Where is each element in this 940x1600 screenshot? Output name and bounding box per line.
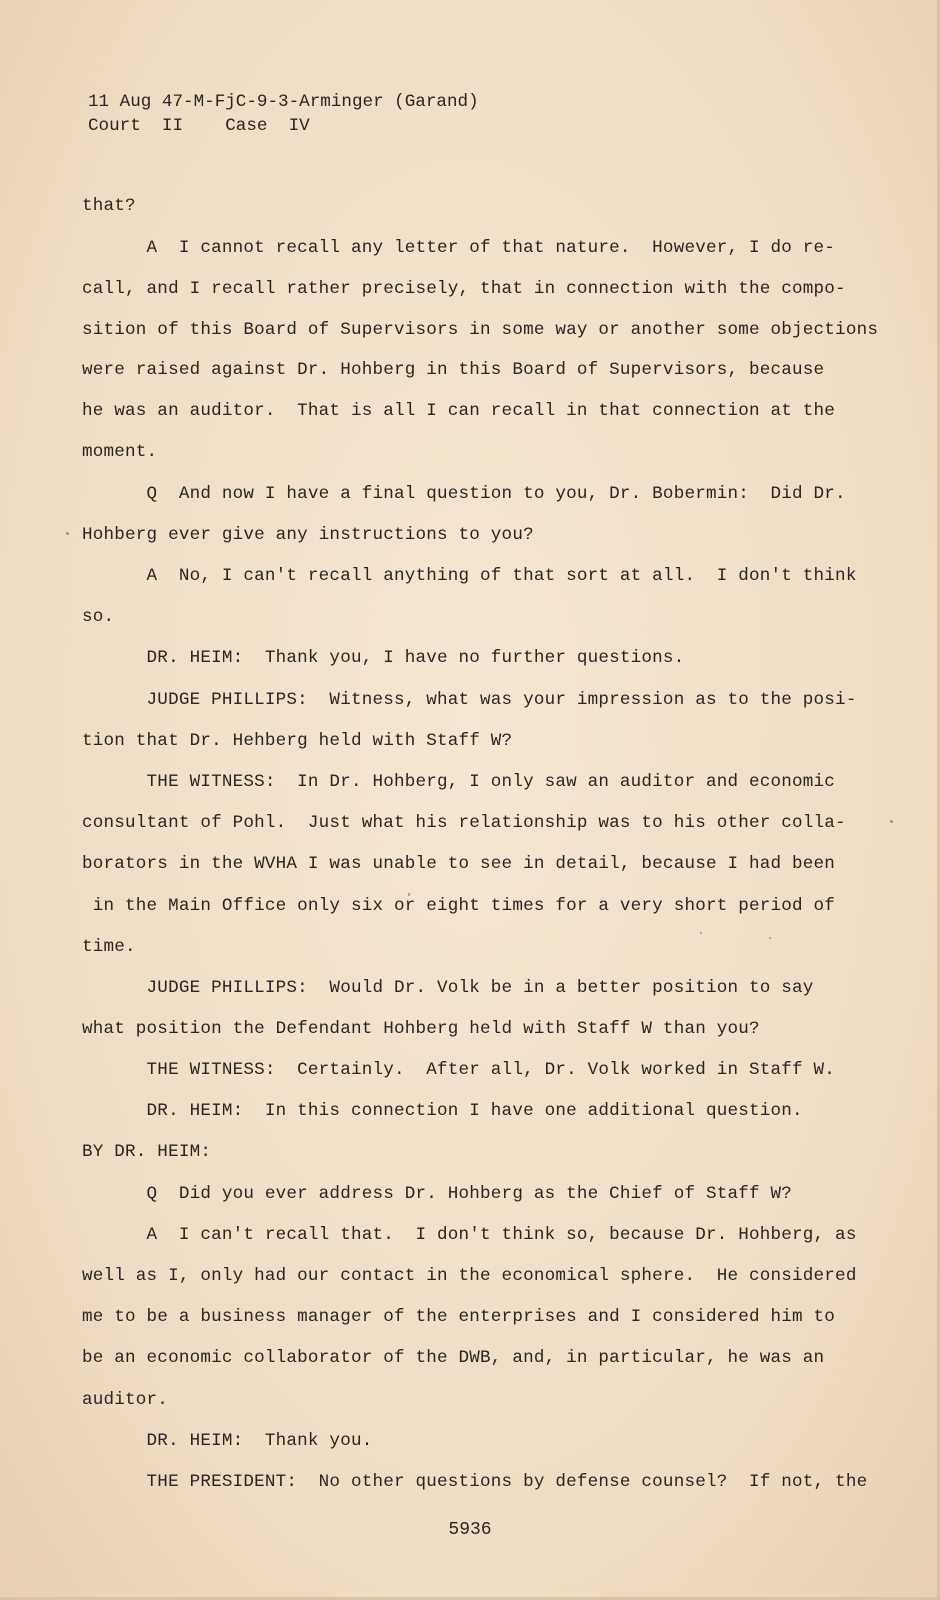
transcript-line: me to be a business manager of the enterprises and I considered him to <box>82 1307 836 1327</box>
transcript-line: A No, I can't recall anything of that sort at all. I don't think <box>82 566 857 586</box>
header-line-1: 11 Aug 47-M-FjC-9-3-Arminger (Garand) <box>88 92 479 112</box>
transcript-line: JUDGE PHILLIPS: Would Dr. Volk be in a better position to say <box>82 978 814 998</box>
transcript-line: Q Did you ever address Dr. Hohberg as the Chief of Staff W? <box>82 1184 793 1204</box>
paper-speck <box>408 893 410 896</box>
transcript-line: well as I, only had our contact in the economical sphere. He considered <box>82 1266 857 1286</box>
transcript-line: in the Main Office only six or eight times for a very short period of <box>82 896 836 916</box>
paper-speck <box>700 932 702 934</box>
paper-speck <box>769 937 771 939</box>
transcript-line: sition of this Board of Supervisors in some way or another some objections <box>82 320 879 340</box>
transcript-line: DR. HEIM: In this connection I have one additional question. <box>82 1101 803 1121</box>
transcript-line: THE WITNESS: In Dr. Hohberg, I only saw an auditor and economic <box>82 772 836 792</box>
paper-speck <box>66 532 69 535</box>
transcript-line: consultant of Pohl. Just what his relationship was to his other colla- <box>82 813 846 833</box>
page-number: 5936 <box>448 1520 492 1540</box>
transcript-line: THE PRESIDENT: No other questions by defense counsel? If not, the <box>82 1472 868 1492</box>
transcript-line: borators in the WVHA I was unable to see in detail, because I had been <box>82 854 836 874</box>
transcript-line: moment. <box>82 442 158 462</box>
transcript-line: tion that Dr. Hehberg held with Staff W? <box>82 731 513 751</box>
transcript-line: JUDGE PHILLIPS: Witness, what was your impression as to the posi- <box>82 690 857 710</box>
transcript-line: Hohberg ever give any instructions to you? <box>82 525 534 545</box>
transcript-line: that? <box>82 196 136 216</box>
transcript-line: A I can't recall that. I don't think so, because Dr. Hohberg, as <box>82 1225 857 1245</box>
transcript-line: BY DR. HEIM: <box>82 1142 212 1162</box>
transcript-line: Q And now I have a final question to you, Dr. Bobermin: Did Dr. <box>82 484 846 504</box>
transcript-line: A I cannot recall any letter of that nature. However, I do re- <box>82 238 836 258</box>
transcript-line: DR. HEIM: Thank you, I have no further questions. <box>82 648 685 668</box>
transcript-line: THE WITNESS: Certainly. After all, Dr. Volk worked in Staff W. <box>82 1060 836 1080</box>
transcript-line: he was an auditor. That is all I can recall in that connection at the <box>82 401 836 421</box>
transcript-line: so. <box>82 607 115 627</box>
transcript-line: call, and I recall rather precisely, that in connection with the compo- <box>82 279 846 299</box>
transcript-line: were raised against Dr. Hohberg in this Board of Supervisors, because <box>82 360 825 380</box>
header-line-2: Court II Case IV <box>88 116 310 136</box>
transcript-line: auditor. <box>82 1390 169 1410</box>
transcript-line: what position the Defendant Hohberg held with Staff W than you? <box>82 1019 760 1039</box>
transcript-line: DR. HEIM: Thank you. <box>82 1431 373 1451</box>
transcript-line: be an economic collaborator of the DWB, and, in particular, he was an <box>82 1348 825 1368</box>
transcript-line: time. <box>82 937 136 957</box>
paper-speck <box>890 820 893 823</box>
